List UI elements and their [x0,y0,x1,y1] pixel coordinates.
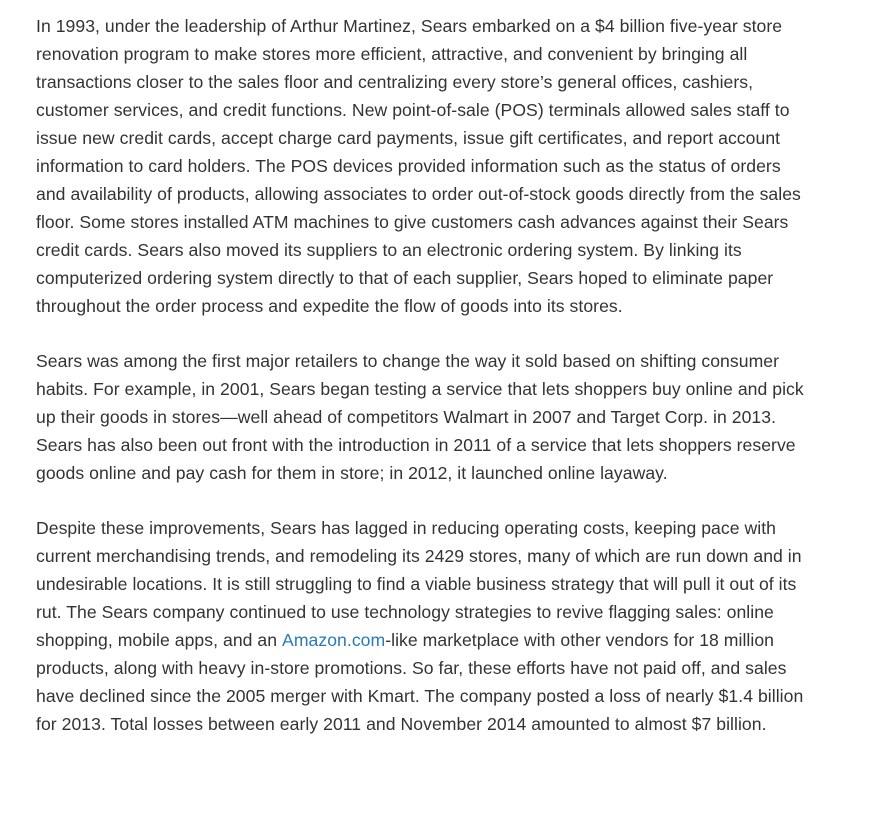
paragraph-2-shifting-consumer-habits: Sears was among the first major retailers to change the way it sold based on shifting consumer habits. For example, in 2001, Sears began testing a service that lets shoppers buy online and pick up their goods in stores—well ahead of competitors Walmart in 2007 and Target Corp. in 2013. Sears has also been out front with the introduction in 2011 of a service that lets shoppers reserve goods online and pay cash for them in store; in 2012, it launched online layaway. [36,351,804,483]
paragraph-3-despite-improvements [36,514,806,738]
amazon-link[interactable]: Amazon.com [282,630,386,650]
paragraph-3-text-after-link: -like marketplace with other vendors for 18 million products, along with heavy in-store promotions. So far, these efforts have not paid off, and sales have declined since the 2005 merger with Kmart. The company posted a loss of nearly $1.4 billion for 2013. Total losses between early 2011 and November 2014 amounted to almost $7 billion. [36,630,804,734]
paragraph-3-text-before-link: Despite these improvements, Sears has lagged in reducing operating costs, keeping pace with current merchandising trends, and remodeling its 2429 stores, many of which are run down and in undesirable locations. It is still struggling to find a viable business strategy that will pull it out of its rut. The Sears company continued to use technology strategies to revive flagging sales: online shopping, mobile apps, and an [36,518,802,650]
paragraph-1-renovation-program: In 1993, under the leadership of Arthur Martinez, Sears embarked on a $4 billion five-year store renovation program to make stores more efficient, attractive, and convenient by bringing all transactions closer to the sales floor and centralizing every store’s general offices, cashiers, customer services, and credit functions. New point-of-sale (POS) terminals allowed sales staff to issue new credit cards, accept charge card payments, issue gift certificates, and report account information to card holders. The POS devices provided information such as the status of orders and availability of products, allowing associates to order out-of-stock goods directly from the sales floor. Some stores installed ATM machines to give customers cash advances against their Sears credit cards. Sears also moved its suppliers to an electronic ordering system. By linking its computerized ordering system directly to that of each supplier, Sears hoped to eliminate paper throughout the order process and expedite the flow of goods into its stores. [36,16,801,316]
article-body [36,12,806,738]
